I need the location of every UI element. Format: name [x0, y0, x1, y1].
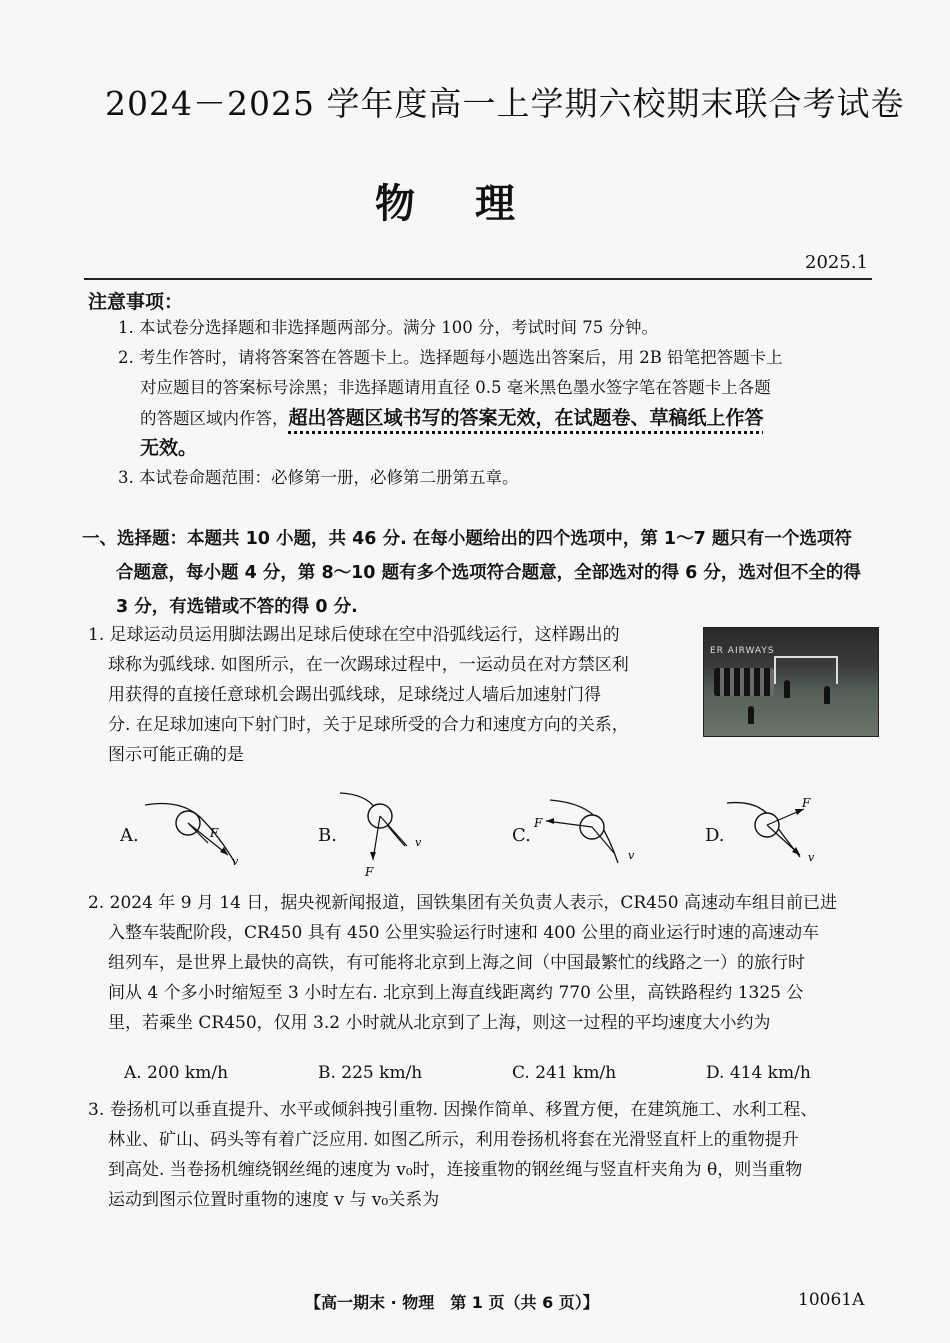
note-2-line-1: 2. 考生作答时，请将答案答在答题卡上。选择题每小题选出答案后，用 2B 铅笔把答题卡上 — [118, 348, 783, 367]
velocity-label: v — [628, 849, 635, 862]
section-1-instructions — [82, 522, 872, 624]
free-kick-photo — [703, 627, 879, 737]
q2-option-c: C. 241 km/h — [512, 1063, 617, 1083]
velocity-arrowhead — [220, 847, 228, 855]
photo-player — [784, 680, 790, 698]
q3-line-1: 3. 卷扬机可以垂直提升、水平或倾斜拽引重物. 因操作简单、移置方便，在建筑施工、水利工程、 — [88, 1100, 818, 1120]
q1-option-d-label: D. — [705, 825, 725, 846]
question-1 — [88, 620, 629, 770]
force-label: F — [210, 826, 219, 840]
force-arrowhead — [546, 818, 554, 824]
q1-line-1: 1. 足球运动员运用脚法踢出足球后使球在空中沿弧线运行，这样踢出的 — [88, 625, 620, 645]
question-3 — [88, 1095, 817, 1215]
q3-line-2: 林业、矿山、码头等有着广泛应用. 如图乙所示，利用卷扬机将套在光滑竖直杆上的重物提升 — [108, 1130, 799, 1150]
q1-option-a-label: A. — [120, 825, 139, 846]
exam-title: 2024－2025 学年度高一上学期六校期末联合考试卷 — [105, 84, 905, 123]
q1-option-c-label: C. — [512, 825, 531, 846]
q2-line-5: 里，若乘坐 CR450，仅用 3.2 小时就从北京到了上海，则这一过程的平均速度大小约为 — [108, 1013, 771, 1033]
force-label: F — [802, 796, 811, 810]
section-1-line-2: 合题意，每小题 4 分，第 8～10 题有多个选项符合题意，全部选对的得 6 分，选对但不全的得 — [116, 563, 861, 583]
section-1-line-1: 一、选择题：本题共 10 小题，共 46 分. 在每小题给出的四个选项中，第 1～7 题只有一个选项符 — [82, 529, 852, 549]
q2-option-b: B. 225 km/h — [318, 1063, 423, 1083]
q2-option-d: D. 414 km/h — [706, 1063, 811, 1083]
q1-option-b-diagram — [335, 788, 445, 883]
photo-player-wall — [714, 668, 774, 696]
note-1: 1. 本试卷分选择题和非选择题两部分。满分 100 分，考试时间 75 分钟。 — [118, 318, 658, 337]
q1-line-4: 分. 在足球加速向下射门时，关于足球所受的合力和速度方向的关系， — [108, 715, 629, 735]
force-label: F — [365, 865, 374, 879]
q2-line-2: 入整车装配阶段，CR450 具有 450 公里实验运行时速和 400 公里的商业运行时速的高速动车 — [108, 923, 820, 943]
force-label: F — [534, 816, 543, 830]
notes-heading: 注意事项： — [88, 291, 184, 313]
note-3: 3. 本试卷命题范围：必修第一册，必修第二册第五章。 — [118, 468, 519, 487]
photo-goal — [774, 656, 838, 684]
q2-option-a: A. 200 km/h — [124, 1063, 229, 1083]
photo-banner: ER AIRWAYS — [710, 646, 775, 656]
q3-line-4: 运动到图示位置时重物的速度 v 与 v₀关系为 — [108, 1190, 440, 1210]
exam-date: 2025.1 — [805, 252, 868, 273]
q1-option-c-diagram — [530, 795, 650, 875]
page-footer: 【高一期末 · 物理 第 1 页（共 6 页）】 — [305, 1293, 599, 1312]
question-2 — [88, 888, 837, 1038]
photo-player — [748, 706, 754, 724]
q2-line-1: 2. 2024 年 9 月 14 日，据央视新闻报道，国铁集团有关负责人表示，CR450 高速动车组目前已进 — [88, 893, 838, 913]
section-1-line-3: 3 分，有选错或不答的得 0 分. — [116, 597, 358, 617]
force-arrowhead — [370, 852, 376, 860]
velocity-label: v — [808, 851, 815, 864]
note-2-line-2: 对应题目的答案标号涂黑；非选择题请用直径 0.5 毫米黑色墨水签字笔在答题卡上各题 — [140, 378, 771, 397]
subject-title: 物理 — [375, 181, 575, 227]
q2-line-3: 组列车，是世界上最快的高铁，有可能将北京到上海之间（中国最繁忙的线路之一）的旅行时 — [108, 953, 805, 973]
paper-code: 10061A — [798, 1290, 865, 1310]
velocity-label: v — [415, 836, 422, 849]
q1-line-2: 球称为弧线球. 如图所示，在一次踢球过程中，一运动员在对方禁区利 — [108, 655, 629, 675]
note-2-line-3-plain: 的答题区域内作答， — [140, 409, 289, 428]
note-2-emphasis-end: 无效。 — [140, 437, 198, 459]
q1-line-5: 图示可能正确的是 — [108, 745, 244, 765]
header-divider — [84, 278, 872, 280]
q1-option-b-label: B. — [318, 825, 337, 846]
note-2-line-3 — [140, 403, 764, 434]
note-2-line-4 — [140, 433, 197, 464]
photo-player — [824, 686, 830, 704]
q1-line-3: 用获得的直接任意球机会踢出弧线球，足球绕过人墙后加速射门得 — [108, 685, 601, 705]
note-2-emphasis: 超出答题区域书写的答案无效，在试题卷、草稿纸上作答 — [288, 407, 764, 429]
q2-line-4: 间从 4 个多小时缩短至 3 小时左右. 北京到上海直线距离约 770 公里，高铁路程约 1325 公 — [108, 983, 804, 1003]
velocity-arrow — [380, 816, 407, 846]
q1-option-a-diagram — [140, 795, 260, 875]
velocity-label: v — [232, 855, 239, 868]
q3-line-3: 到高处. 当卷扬机缠绕钢丝绳的速度为 v₀时，连接重物的钢丝绳与竖直杆夹角为 θ，则当重物 — [108, 1160, 803, 1180]
q1-option-d-diagram — [722, 795, 842, 875]
